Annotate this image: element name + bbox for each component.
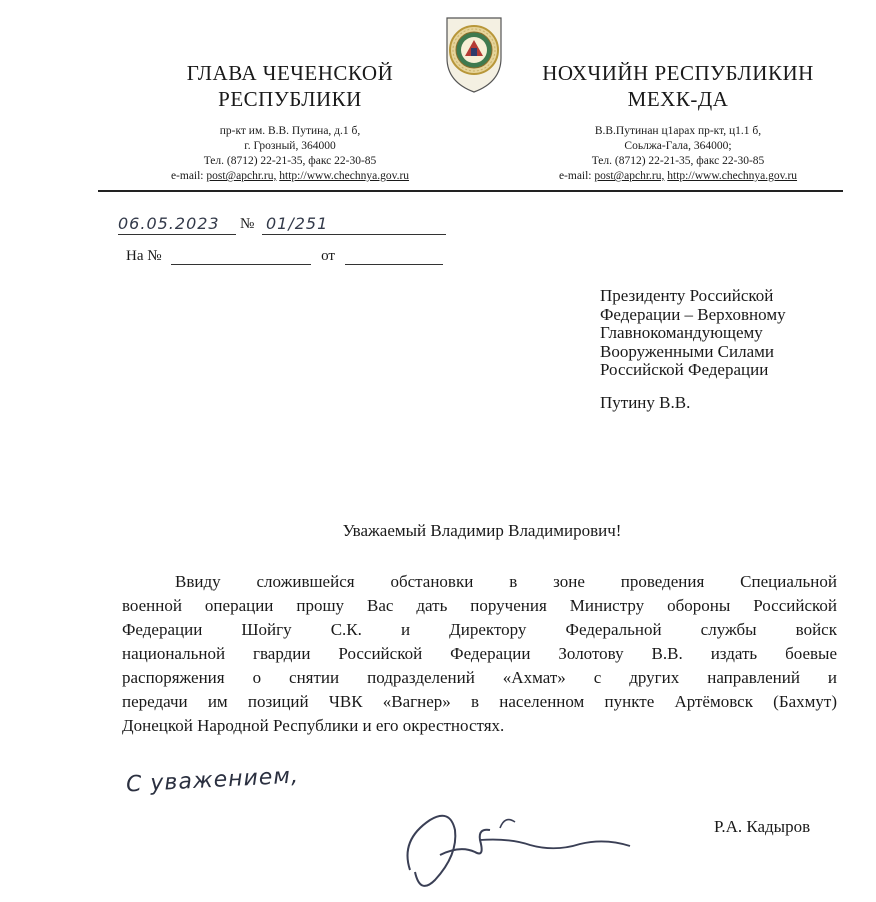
header-left-title: [110, 60, 470, 112]
header-divider: [98, 190, 843, 192]
addressee-line-5: Российской Федерации: [600, 360, 769, 379]
handwritten-signature: [380, 800, 640, 897]
header-right-phone: Тел. (8712) 22-21-35, факс 22-30-85: [591, 155, 765, 167]
outgoing-date: 06.05.2023: [118, 214, 220, 233]
header-right-chechen: [488, 60, 868, 184]
header-left-email-link[interactable]: post@apchr.ru,: [206, 170, 277, 182]
addressee-name: Путину В.В.: [600, 392, 691, 412]
header-left-phone: Тел. (8712) 22-21-35, факс 22-30-85: [203, 155, 377, 167]
header-left-contacts: [110, 124, 470, 184]
header-right-address-2: Соьлжа-Гала, 364000;: [624, 140, 732, 152]
header-left-title-line-2: РЕСПУБЛИКИ: [218, 87, 362, 111]
reference-from-label: от: [321, 248, 335, 264]
header-right-title: [488, 60, 868, 112]
handwritten-closing: С уважением,: [125, 763, 300, 798]
addressee-line-4: Вооруженными Силами: [600, 341, 775, 361]
header-right-email-line: [488, 169, 868, 184]
header-left-email-label: e-mail:: [170, 170, 204, 182]
header-right-title-line-1: НОХЧИЙН РЕСПУБЛИКИН: [542, 61, 814, 85]
salutation: Уважаемый Владимир Владимирович!: [342, 521, 622, 540]
number-underline: [262, 234, 446, 235]
body-line: Федерации Шойгу С.К. и Директору Федеральной службы войск: [122, 620, 837, 639]
reference-number-blank: [171, 250, 311, 265]
body-line: распоряжения о снятии подразделений «Ахмат» с других направлений и: [122, 668, 837, 687]
reference-row: [126, 248, 443, 265]
signer-name: Р.А. Кадыров: [714, 817, 811, 836]
header-left-russian: [110, 60, 470, 184]
header-left-title-line-1: ГЛАВА ЧЕЧЕНСКОЙ: [186, 61, 394, 85]
header-right-site-link[interactable]: http://www.chechnya.gov.ru: [667, 170, 798, 182]
letter-body: [122, 570, 837, 738]
header-left-site-link[interactable]: http://www.chechnya.gov.ru: [279, 170, 410, 182]
addressee-line-1: Президенту Российской: [600, 286, 774, 305]
addressee-block: [600, 287, 850, 412]
body-line: Ввиду сложившейся обстановки в зоне проведения Специальной: [175, 572, 837, 591]
header-left-address-2: г. Грозный, 364000: [244, 140, 336, 152]
header-right-address-1: В.В.Путинан ц1арах пр-кт, ц1.1 б,: [594, 125, 762, 137]
addressee-line-2: Федерации – Верховному: [600, 304, 786, 324]
body-line: Донецкой Народной Республики и его окрестностях.: [122, 716, 505, 735]
body-line: передачи им позиций ЧВК «Вагнер» в населенном пункте Артёмовск (Бахмут): [122, 692, 837, 711]
header-left-address-1: пр-кт им. В.В. Путина, д.1 б,: [219, 125, 361, 137]
date-underline: [118, 234, 236, 235]
header-right-contacts: [488, 124, 868, 184]
reference-number-label: На №: [126, 248, 162, 264]
outgoing-number: 01/251: [266, 214, 329, 233]
reference-date-blank: [345, 250, 443, 265]
body-line: военной операции прошу Вас дать поручения Министру обороны Российской: [122, 596, 837, 615]
header-right-title-line-2: МЕХК-ДА: [627, 87, 729, 111]
body-line: национальной гвардии Российской Федерации Золотову В.В. издать боевые: [122, 644, 837, 663]
outgoing-number-block: [118, 212, 448, 240]
header-right-email-label: e-mail:: [558, 170, 592, 182]
outgoing-number-sign: №: [240, 216, 255, 232]
addressee-line-3: Главнокомандующему: [600, 323, 763, 342]
header-left-email-line: [110, 169, 470, 184]
header-right-email-link[interactable]: post@apchr.ru,: [594, 170, 665, 182]
